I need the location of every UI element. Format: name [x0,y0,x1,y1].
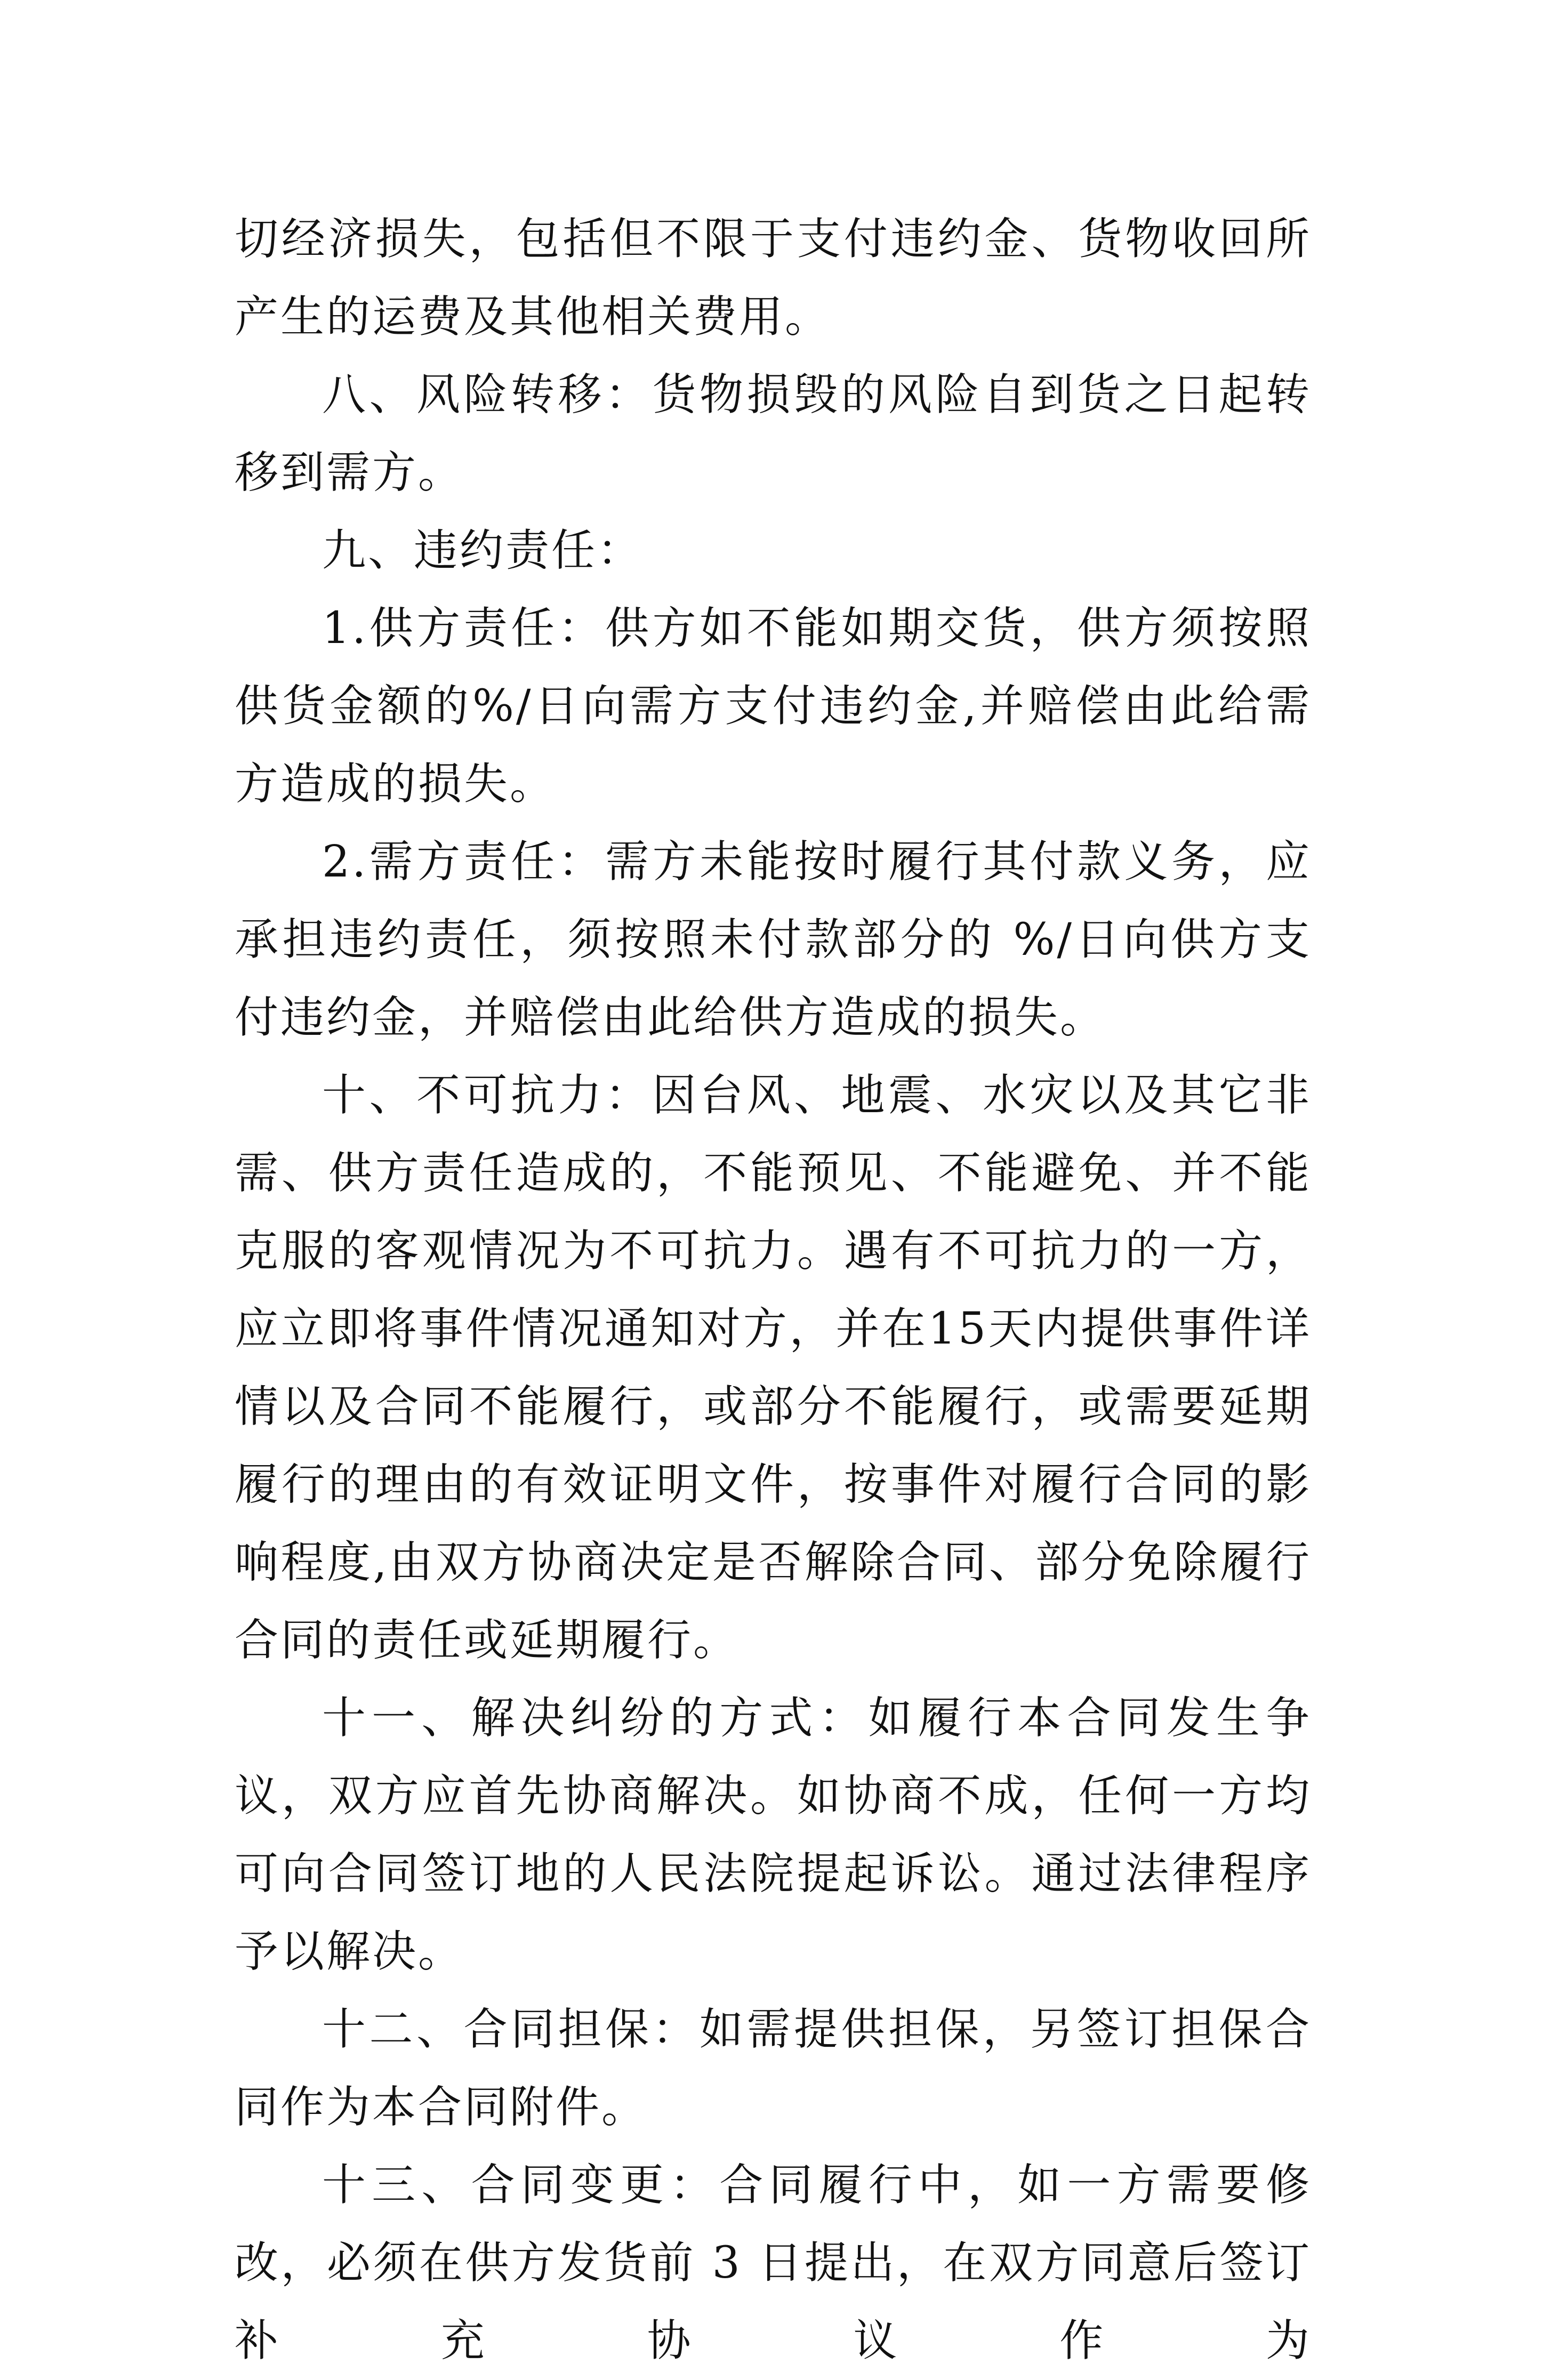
paragraph-buyer-liability: 2.需方责任：需方未能按时履行其付款义务，应承担违约责任，须按照未付款部分的 %/日向供方支付违约金，并赔偿由此给供方造成的损失。 [235,837,1312,1043]
paragraph-supplier-liability: 1.供方责任：供方如不能如期交货，供方须按照供货金额的%/日向需方支付违约金,并赔偿由此给需方造成的损失。 [235,603,1312,809]
paragraph-force-majeure: 十、不可抗力：因台风、地震、水灾以及其它非需、供方责任造成的，不能预见、不能避免、并不能克服的客观情况为不可抗力。遇有不可抗力的一方，应立即将事件情况通知对方，并在15天内提供事件详情以及合同不能履行，或部分不能履行，或需要延期履行的理由的有效证明文件，按事件对履行合同的影响程度,由双方协商决定是否解除合同、部分免除履行合同的责任或延期履行。 [235,1070,1312,1666]
paragraph-contract-guarantee: 十二、合同担保：如需提供担保，另签订担保合同作为本合同附件。 [235,2004,1312,2133]
paragraph-loss-continuation: 切经济损失，包括但不限于支付违约金、货物收回所产生的运费及其他相关费用。 [235,214,1312,342]
paragraph-liability-heading: 九、违约责任： [322,525,644,576]
paragraph-risk-transfer: 八、风险转移：货物损毁的风险自到货之日起转移到需方。 [235,369,1312,498]
document-body [235,200,1312,2380]
paragraph-contract-change: 十三、合同变更：合同履行中，如一方需要修改，必须在供方发货前 3 日提出，在双方同意后签订补充协议作为 [235,2160,1312,2366]
paragraph-dispute-resolution: 十一、解决纠纷的方式：如履行本合同发生争议，双方应首先协商解决。如协商不成，任何一方均可向合同签订地的人民法院提起诉讼。通过法律程序予以解决。 [235,1693,1312,1977]
